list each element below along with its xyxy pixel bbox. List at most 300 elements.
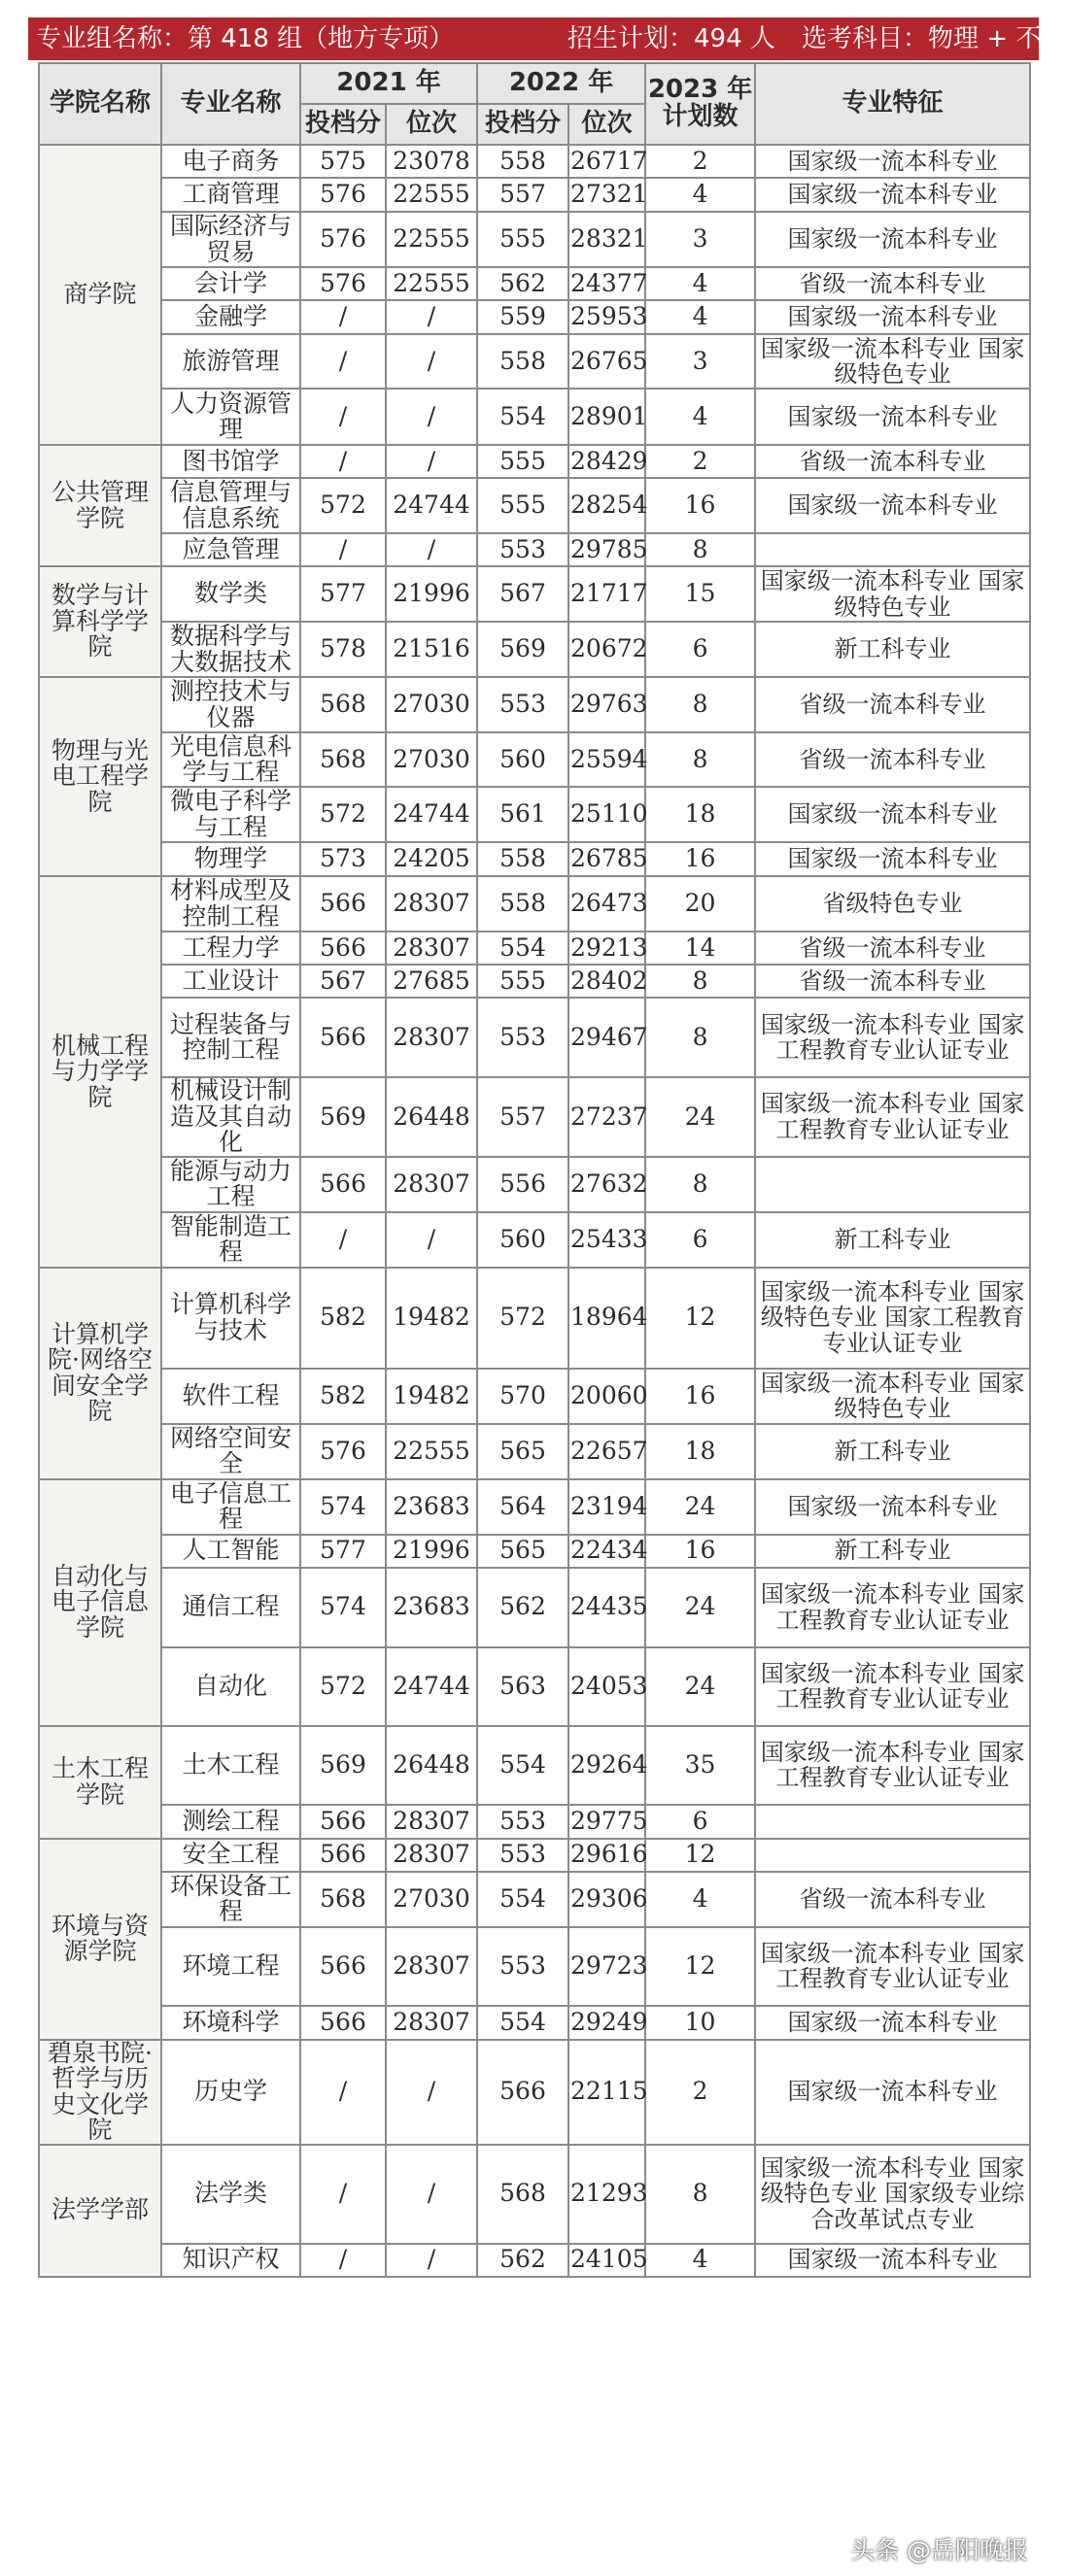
major-name: 环境工程 <box>161 1927 300 2006</box>
rank-2022: 26765 <box>568 334 645 389</box>
college-name: 计算机学院·网络空间安全学院 <box>39 1268 161 1479</box>
rank-2022: 25110 <box>568 787 645 842</box>
major-feature: 国家级一流本科专业 <box>755 2006 1030 2040</box>
major-name: 工业设计 <box>161 965 300 998</box>
major-name: 图书馆学 <box>161 445 300 478</box>
rank-2022: 22115 <box>568 2040 645 2145</box>
table-row <box>39 1805 1030 1839</box>
score-2022: 562 <box>477 2244 568 2277</box>
score-2022: 565 <box>477 1535 568 1568</box>
score-2021: 566 <box>300 2006 386 2040</box>
score-2021: 572 <box>300 1647 386 1726</box>
major-feature: 新工科专业 <box>755 1424 1030 1479</box>
score-2022: 566 <box>477 2040 568 2145</box>
score-2022: 557 <box>477 178 568 212</box>
score-2021: 569 <box>300 1077 386 1157</box>
major-feature <box>755 1805 1030 1839</box>
major-feature: 省级特色专业 <box>755 876 1030 932</box>
table-row <box>39 998 1030 1077</box>
table-row <box>39 1927 1030 2006</box>
college-name: 公共管理学院 <box>39 445 161 566</box>
plan-2023: 24 <box>645 1077 755 1157</box>
rank-2021: 23078 <box>386 145 477 178</box>
rank-2022: 24377 <box>568 267 645 300</box>
major-feature: 国家级一流本科专业 <box>755 1479 1030 1535</box>
score-2021: / <box>300 2040 386 2145</box>
rank-2021: / <box>386 2145 477 2244</box>
rank-2021: 23683 <box>386 1568 477 1647</box>
watermark-text: 头条 @岳阳晚报 <box>850 2536 1028 2564</box>
header-2021-rank: 位次 <box>386 104 477 145</box>
rank-2022: 29264 <box>568 1726 645 1805</box>
score-2021: / <box>300 389 386 445</box>
table-row <box>39 389 1030 445</box>
rank-2021: 27030 <box>386 1872 477 1927</box>
college-name: 土木工程学院 <box>39 1726 161 1839</box>
plan-2023: 12 <box>645 1927 755 2006</box>
rank-2022: 29249 <box>568 2006 645 2040</box>
rank-2022: 25433 <box>568 1212 645 1268</box>
rank-2022: 26785 <box>568 842 645 876</box>
plan-2023: 15 <box>645 566 755 622</box>
score-2022: 563 <box>477 1647 568 1726</box>
plan-2023: 35 <box>645 1726 755 1805</box>
header-college: 学院名称 <box>39 63 161 145</box>
table-row <box>39 932 1030 965</box>
group-banner <box>28 17 1066 60</box>
college-name: 商学院 <box>39 145 161 445</box>
major-feature: 国家级一流本科专业 <box>755 300 1030 334</box>
score-2021: 566 <box>300 998 386 1077</box>
score-2022: 554 <box>477 932 568 965</box>
plan-2023: 3 <box>645 334 755 389</box>
table-row <box>39 1212 1030 1268</box>
score-2022: 558 <box>477 876 568 932</box>
rank-2021: 21516 <box>386 622 477 677</box>
major-feature: 新工科专业 <box>755 1535 1030 1568</box>
rank-2021: 28307 <box>386 1805 477 1839</box>
rank-2021: 22555 <box>386 212 477 267</box>
rank-2021: 28307 <box>386 1839 477 1872</box>
banner-group: 专业组名称：第 418 组（地方专项） <box>36 24 455 53</box>
major-feature: 国家级一流本科专业 <box>755 842 1030 876</box>
score-2021: 566 <box>300 1157 386 1212</box>
score-2021: / <box>300 533 386 566</box>
rank-2021: 21996 <box>386 1535 477 1568</box>
table-row <box>39 1726 1030 1805</box>
major-name: 工商管理 <box>161 178 300 212</box>
major-name: 测控技术与仪器 <box>161 677 300 732</box>
header-major: 专业名称 <box>161 63 300 145</box>
rank-2021: 24744 <box>386 787 477 842</box>
major-feature: 国家级一流本科专业 国家级特色专业 <box>755 1369 1030 1424</box>
plan-2023: 16 <box>645 478 755 533</box>
score-2021: 566 <box>300 1805 386 1839</box>
major-feature: 国家级一流本科专业 <box>755 389 1030 445</box>
major-feature: 新工科专业 <box>755 622 1030 677</box>
score-2022: 553 <box>477 677 568 732</box>
plan-2023: 12 <box>645 1268 755 1369</box>
table-row <box>39 2040 1030 2145</box>
plan-2023: 6 <box>645 1805 755 1839</box>
rank-2021: 27685 <box>386 965 477 998</box>
major-name: 法学类 <box>161 2145 300 2244</box>
admission-table <box>38 62 1031 2278</box>
rank-2021: 22555 <box>386 1424 477 1479</box>
rank-2022: 27237 <box>568 1077 645 1157</box>
banner-subjects: 选考科目：物理 + 不限 <box>802 24 1066 53</box>
plan-2023: 8 <box>645 677 755 732</box>
score-2021: 574 <box>300 1568 386 1647</box>
plan-2023: 24 <box>645 1647 755 1726</box>
plan-2023: 4 <box>645 2244 755 2277</box>
plan-2023: 4 <box>645 178 755 212</box>
plan-2023: 2 <box>645 445 755 478</box>
plan-2023: 16 <box>645 842 755 876</box>
major-feature: 国家级一流本科专业 国家级特色专业 <box>755 566 1030 622</box>
score-2022: 562 <box>477 1568 568 1647</box>
score-2021: 578 <box>300 622 386 677</box>
table-row <box>39 1369 1030 1424</box>
score-2021: 569 <box>300 1726 386 1805</box>
table-row <box>39 2145 1030 2244</box>
plan-2023: 10 <box>645 2006 755 2040</box>
watermark <box>850 2531 1045 2570</box>
plan-2023: 8 <box>645 533 755 566</box>
major-feature: 省级一流本科专业 <box>755 1872 1030 1927</box>
rank-2021: 26448 <box>386 1077 477 1157</box>
table-row <box>39 1157 1030 1212</box>
score-2022: 567 <box>477 566 568 622</box>
score-2021: 582 <box>300 1369 386 1424</box>
plan-2023: 4 <box>645 389 755 445</box>
score-2021: / <box>300 300 386 334</box>
score-2021: 566 <box>300 1839 386 1872</box>
major-feature: 国家级一流本科专业 <box>755 2244 1030 2277</box>
header-plan-2023 <box>645 63 755 145</box>
score-2021: 566 <box>300 932 386 965</box>
score-2022: 564 <box>477 1479 568 1535</box>
plan-2023: 8 <box>645 732 755 787</box>
major-feature: 国家级一流本科专业 <box>755 478 1030 533</box>
header-2022-rank: 位次 <box>568 104 645 145</box>
score-2022: 569 <box>477 622 568 677</box>
major-name: 机械设计制造及其自动化 <box>161 1077 300 1157</box>
major-name: 自动化 <box>161 1647 300 1726</box>
table-row <box>39 212 1030 267</box>
college-name: 环境与资源学院 <box>39 1839 161 2040</box>
rank-2022: 28321 <box>568 212 645 267</box>
major-name: 信息管理与信息系统 <box>161 478 300 533</box>
table-row <box>39 334 1030 389</box>
table-row <box>39 1839 1030 1872</box>
major-feature: 国家级一流本科专业 <box>755 787 1030 842</box>
score-2021: 566 <box>300 876 386 932</box>
rank-2022: 27632 <box>568 1157 645 1212</box>
table-body <box>39 145 1030 2277</box>
table-row <box>39 145 1030 178</box>
score-2022: 562 <box>477 267 568 300</box>
score-2022: 555 <box>477 212 568 267</box>
score-2021: 582 <box>300 1268 386 1369</box>
plan-2023: 14 <box>645 932 755 965</box>
score-2021: 577 <box>300 566 386 622</box>
score-2022: 554 <box>477 1872 568 1927</box>
score-2021: 576 <box>300 267 386 300</box>
plan-2023: 16 <box>645 1535 755 1568</box>
plan-2023: 4 <box>645 1872 755 1927</box>
score-2021: 576 <box>300 178 386 212</box>
rank-2021: / <box>386 334 477 389</box>
score-2022: 553 <box>477 1839 568 1872</box>
score-2021: 577 <box>300 1535 386 1568</box>
major-feature: 国家级一流本科专业 国家级特色专业 国家级专业综合改革试点专业 <box>755 2145 1030 2244</box>
score-2022: 568 <box>477 2145 568 2244</box>
score-2021: 566 <box>300 1927 386 2006</box>
major-feature: 国家级一流本科专业 国家级特色专业 国家工程教育专业认证专业 <box>755 1268 1030 1369</box>
major-feature <box>755 1839 1030 1872</box>
score-2022: 565 <box>477 1424 568 1479</box>
rank-2021: 28307 <box>386 2006 477 2040</box>
major-name: 土木工程 <box>161 1726 300 1805</box>
score-2022: 572 <box>477 1268 568 1369</box>
plan-2023: 8 <box>645 998 755 1077</box>
rank-2022: 24105 <box>568 2244 645 2277</box>
plan-2023: 2 <box>645 145 755 178</box>
header-plan-2023-line1: 2023 年 <box>647 75 753 105</box>
rank-2021: / <box>386 2244 477 2277</box>
rank-2021: 24744 <box>386 478 477 533</box>
major-name: 国际经济与贸易 <box>161 212 300 267</box>
major-feature: 省级一流本科专业 <box>755 445 1030 478</box>
major-name: 人力资源管理 <box>161 389 300 445</box>
score-2021: 572 <box>300 478 386 533</box>
major-feature: 省级一流本科专业 <box>755 932 1030 965</box>
rank-2021: 19482 <box>386 1369 477 1424</box>
major-name: 通信工程 <box>161 1568 300 1647</box>
major-name: 环保设备工程 <box>161 1872 300 1927</box>
college-name: 自动化与电子信息学院 <box>39 1479 161 1726</box>
plan-2023: 8 <box>645 1157 755 1212</box>
rank-2021: 22555 <box>386 267 477 300</box>
rank-2022: 28402 <box>568 965 645 998</box>
score-2022: 553 <box>477 1927 568 2006</box>
major-feature: 国家级一流本科专业 国家工程教育专业认证专业 <box>755 1077 1030 1157</box>
score-2022: 554 <box>477 389 568 445</box>
major-feature: 国家级一流本科专业 国家工程教育专业认证专业 <box>755 1647 1030 1726</box>
major-name: 光电信息科学与工程 <box>161 732 300 787</box>
score-2021: 573 <box>300 842 386 876</box>
major-name: 材料成型及控制工程 <box>161 876 300 932</box>
major-name: 旅游管理 <box>161 334 300 389</box>
major-feature <box>755 533 1030 566</box>
major-name: 数学类 <box>161 566 300 622</box>
table-row <box>39 876 1030 932</box>
table-row <box>39 1077 1030 1157</box>
major-feature: 国家级一流本科专业 <box>755 178 1030 212</box>
plan-2023: 24 <box>645 1479 755 1535</box>
rank-2022: 23194 <box>568 1479 645 1535</box>
rank-2021: / <box>386 1212 477 1268</box>
score-2022: 557 <box>477 1077 568 1157</box>
rank-2021: 28307 <box>386 1157 477 1212</box>
table-row <box>39 267 1030 300</box>
score-2021: 575 <box>300 145 386 178</box>
table-row <box>39 445 1030 478</box>
score-2022: 558 <box>477 145 568 178</box>
plan-2023: 4 <box>645 267 755 300</box>
plan-2023: 4 <box>645 300 755 334</box>
score-2022: 559 <box>477 300 568 334</box>
rank-2022: 25953 <box>568 300 645 334</box>
score-2021: / <box>300 334 386 389</box>
score-2022: 561 <box>477 787 568 842</box>
college-name: 法学学部 <box>39 2145 161 2277</box>
rank-2022: 28901 <box>568 389 645 445</box>
major-feature: 省级一流本科专业 <box>755 732 1030 787</box>
rank-2022: 26473 <box>568 876 645 932</box>
score-2022: 555 <box>477 965 568 998</box>
major-name: 软件工程 <box>161 1369 300 1424</box>
major-name: 应急管理 <box>161 533 300 566</box>
score-2022: 560 <box>477 732 568 787</box>
plan-2023: 18 <box>645 787 755 842</box>
major-name: 金融学 <box>161 300 300 334</box>
rank-2022: 29467 <box>568 998 645 1077</box>
major-feature: 新工科专业 <box>755 1212 1030 1268</box>
table-row <box>39 1479 1030 1535</box>
score-2022: 556 <box>477 1157 568 1212</box>
table-row <box>39 566 1030 622</box>
rank-2022: 29785 <box>568 533 645 566</box>
table-row <box>39 2006 1030 2040</box>
plan-2023: 6 <box>645 1212 755 1268</box>
table-row <box>39 622 1030 677</box>
major-feature: 国家级一流本科专业 <box>755 212 1030 267</box>
college-name: 数学与计算科学学院 <box>39 566 161 677</box>
plan-2023: 3 <box>645 212 755 267</box>
score-2022: 555 <box>477 478 568 533</box>
rank-2021: 28307 <box>386 876 477 932</box>
major-name: 工程力学 <box>161 932 300 965</box>
table-row <box>39 787 1030 842</box>
rank-2022: 29763 <box>568 677 645 732</box>
score-2021: / <box>300 2145 386 2244</box>
rank-2022: 28429 <box>568 445 645 478</box>
rank-2021: / <box>386 389 477 445</box>
score-2021: 567 <box>300 965 386 998</box>
major-name: 网络空间安全 <box>161 1424 300 1479</box>
college-name: 碧泉书院·哲学与历史文化学院 <box>39 2040 161 2145</box>
score-2021: / <box>300 445 386 478</box>
rank-2021: 27030 <box>386 677 477 732</box>
major-name: 历史学 <box>161 2040 300 2145</box>
major-feature: 省级一流本科专业 <box>755 965 1030 998</box>
rank-2021: / <box>386 300 477 334</box>
plan-2023: 8 <box>645 965 755 998</box>
college-name: 物理与光电工程学院 <box>39 677 161 876</box>
header-2022-score: 投档分 <box>477 104 568 145</box>
header-feature: 专业特征 <box>755 63 1030 145</box>
score-2021: / <box>300 1212 386 1268</box>
rank-2022: 20672 <box>568 622 645 677</box>
table-row <box>39 842 1030 876</box>
table-row <box>39 178 1030 212</box>
rank-2021: 24205 <box>386 842 477 876</box>
table-row <box>39 1647 1030 1726</box>
major-name: 安全工程 <box>161 1839 300 1872</box>
rank-2021: 26448 <box>386 1726 477 1805</box>
score-2022: 558 <box>477 334 568 389</box>
rank-2021: 23683 <box>386 1479 477 1535</box>
major-name: 物理学 <box>161 842 300 876</box>
score-2021: 568 <box>300 1872 386 1927</box>
table-row <box>39 1568 1030 1647</box>
score-2021: 576 <box>300 212 386 267</box>
major-feature: 省级一流本科专业 <box>755 677 1030 732</box>
rank-2022: 29213 <box>568 932 645 965</box>
rank-2022: 29616 <box>568 1839 645 1872</box>
major-feature: 国家级一流本科专业 国家工程教育专业认证专业 <box>755 1927 1030 2006</box>
header-plan-2023-line2: 计划数 <box>662 102 739 131</box>
major-feature <box>755 1157 1030 1212</box>
score-2022: 554 <box>477 1726 568 1805</box>
table-row <box>39 965 1030 998</box>
major-feature: 国家级一流本科专业 <box>755 145 1030 178</box>
rank-2021: 28307 <box>386 998 477 1077</box>
major-name: 微电子科学与工程 <box>161 787 300 842</box>
score-2022: 553 <box>477 533 568 566</box>
rank-2022: 29775 <box>568 1805 645 1839</box>
major-name: 测绘工程 <box>161 1805 300 1839</box>
major-name: 会计学 <box>161 267 300 300</box>
rank-2021: 28307 <box>386 932 477 965</box>
table-row <box>39 677 1030 732</box>
plan-2023: 24 <box>645 1568 755 1647</box>
table-row <box>39 1424 1030 1479</box>
major-name: 过程装备与控制工程 <box>161 998 300 1077</box>
rank-2021: 22555 <box>386 178 477 212</box>
rank-2021: 27030 <box>386 732 477 787</box>
score-2021: / <box>300 2244 386 2277</box>
score-2021: 576 <box>300 1424 386 1479</box>
plan-2023: 6 <box>645 622 755 677</box>
rank-2022: 18964 <box>568 1268 645 1369</box>
major-feature: 国家级一流本科专业 国家工程教育专业认证专业 <box>755 998 1030 1077</box>
header-2022: 2022 年 <box>477 63 645 104</box>
major-name: 数据科学与大数据技术 <box>161 622 300 677</box>
rank-2022: 29306 <box>568 1872 645 1927</box>
plan-2023: 12 <box>645 1839 755 1872</box>
major-feature: 国家级一流本科专业 国家级特色专业 <box>755 334 1030 389</box>
plan-2023: 20 <box>645 876 755 932</box>
plan-2023: 18 <box>645 1424 755 1479</box>
score-2022: 558 <box>477 842 568 876</box>
major-name: 环境科学 <box>161 2006 300 2040</box>
rank-2022: 22657 <box>568 1424 645 1479</box>
major-name: 能源与动力工程 <box>161 1157 300 1212</box>
major-feature: 国家级一流本科专业 <box>755 2040 1030 2145</box>
rank-2022: 21717 <box>568 566 645 622</box>
rank-2021: 28307 <box>386 1927 477 2006</box>
score-2022: 560 <box>477 1212 568 1268</box>
table-row <box>39 2244 1030 2277</box>
plan-2023: 8 <box>645 2145 755 2244</box>
major-name: 智能制造工程 <box>161 1212 300 1268</box>
rank-2021: 19482 <box>386 1268 477 1369</box>
header-2021-score: 投档分 <box>300 104 386 145</box>
score-2021: 568 <box>300 732 386 787</box>
